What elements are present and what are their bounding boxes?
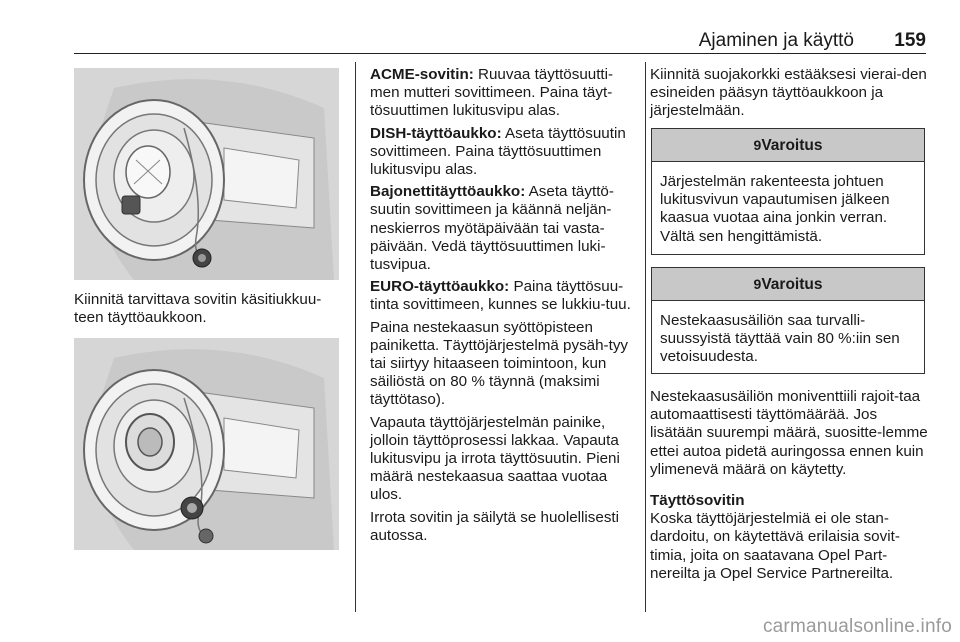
figure-caption xyxy=(74,291,342,331)
column-separator-1 xyxy=(355,62,356,612)
multivalve-paragraph: Nestekaasusäiliön moniventtiili rajoit-taa automaattisesti täyttömäärää. Jos lisätään suurempi määrä, suositte-lemme ettei autoa pidetä auringossa ennen kuin ylimenevä määrä on käytetty. xyxy=(650,388,928,478)
bayonet-label: Bajonettitäyttöaukko: xyxy=(370,183,526,201)
section-text: Koska täyttöjärjestelmiä ei ole stan-dardoitu, on käytettävä erilaisia sovit-timia, joita on saatavana Opel Part-nereilta ja Opel Service Partnereilta. xyxy=(650,510,900,582)
warning-icon: 9 xyxy=(753,137,762,153)
acme-text: Ruuvaa täyttösuutti-men mutteri sovittimeen. Paina täyt-tösuuttimen lukitusvipu alas. xyxy=(370,66,614,120)
warning-body-1: Järjestelmän rakenteesta johtuen lukitusvivun vapautumisen jälkeen kaasua vuotaa aina jonkin verran. Vältä sen hengittämistä. xyxy=(660,173,890,245)
warning-title-1: Varoitus xyxy=(761,137,823,154)
acme-label: ACME-sovitin: xyxy=(370,66,474,83)
euro-label: EURO-täyttöaukko: xyxy=(370,278,510,296)
release-paragraph: Vapauta täyttöjärjestelmän painike, jolloin täyttöprosessi lakkaa. Vapauta lukitusvipu ja irrota täyttösuutin. Pieni määrä nestekaasua saattaa vuotaa ulos. xyxy=(370,413,620,504)
fuel-filler-adapter-icon xyxy=(74,68,339,280)
watermark: carmanualsonline.info xyxy=(762,616,952,637)
warning-icon: 9 xyxy=(753,276,762,292)
euro-paragraph xyxy=(370,278,634,314)
bayonet-text: Aseta täyttö-suutin sovittimeen ja käännä neljän-neskierros myötäpäivään tai vasta-päivään. Vedä täyttösuuttimen luki-tusvipua. xyxy=(370,183,614,274)
warning-header-1 xyxy=(652,129,924,162)
bayonet-paragraph xyxy=(370,183,634,274)
fuel-filler-adapter-illustration xyxy=(74,68,339,280)
section-title: Täyttösovitin xyxy=(650,492,745,510)
warning-header-2 xyxy=(652,268,924,301)
remove-adapter-paragraph: Irrota sovitin ja säilytä se huolellisesti autossa. xyxy=(370,508,620,544)
warning-box-1 xyxy=(651,128,925,255)
euro-text: Paina täyttösuu-tinta sovittimeen, kunnes se lukkiu-tuu. xyxy=(370,278,631,314)
acme-paragraph xyxy=(370,66,634,121)
dish-label: DISH-täyttöaukko: xyxy=(370,124,502,142)
column-middle xyxy=(370,66,634,549)
page-header xyxy=(74,30,926,52)
caption-text: Kiinnitä tarvittava sovitin käsitiukkuu-teen täyttöaukkoon. xyxy=(74,291,322,327)
warning-box-2 xyxy=(651,267,925,374)
warning-body-2: Nestekaasusäiliön saa turvalli-suussyistä täyttää vain 80 %:iin sen vetoisuudesta. xyxy=(660,312,900,366)
dish-text: Aseta täyttösuutin sovittimeen. Paina täyttösuuttimen lukitusvipu alas. xyxy=(370,124,626,179)
page-number: 159 xyxy=(894,30,926,51)
filling-paragraph: Paina nestekaasun syöttöpisteen painiketta. Täyttöjärjestelmä pysäh-tyy tai siirtyy hitaaseen toimintoon, kun säiliöstä on 80 % täynnä (maksimi täyttötaso). xyxy=(370,318,629,409)
fuel-filler-adapter-removed-illustration xyxy=(74,338,339,550)
column-right-intro xyxy=(650,66,928,125)
header-title: Ajaminen ja käyttö xyxy=(698,30,854,51)
header-rule xyxy=(74,53,926,54)
column-separator-2 xyxy=(645,62,646,612)
fuel-filler-adapter-removed-icon xyxy=(74,338,339,550)
column-right-rest xyxy=(650,388,928,587)
dish-paragraph xyxy=(370,125,634,180)
protective-cap-paragraph: Kiinnitä suojakorkki estääksesi vierai-den esineiden pääsyn täyttöaukkoon ja järjestelmään. xyxy=(650,66,927,120)
warning-title-2: Varoitus xyxy=(761,276,823,293)
